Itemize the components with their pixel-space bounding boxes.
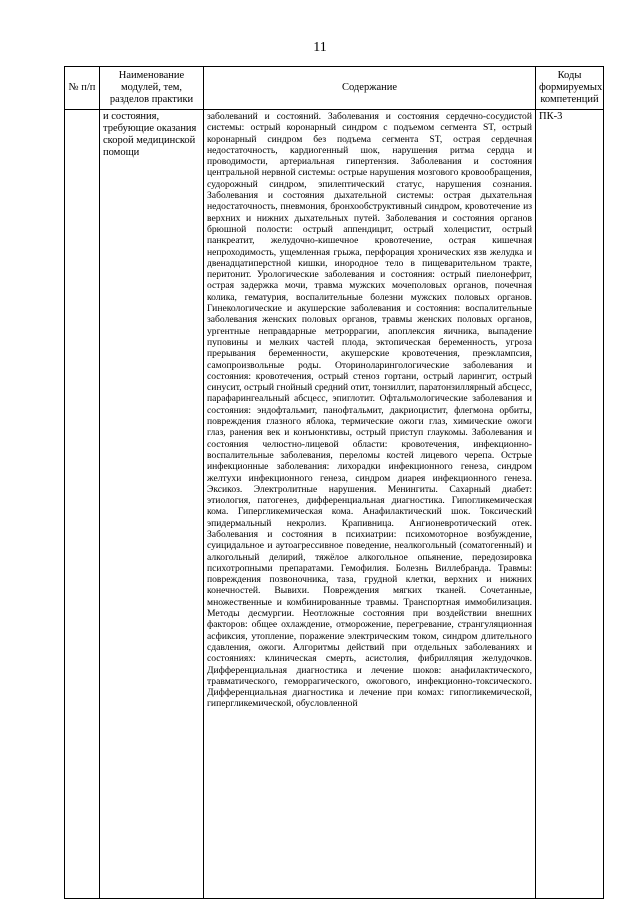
header-codes: Коды формируемых компетенций <box>536 67 604 110</box>
table-row <box>65 110 604 899</box>
row-num <box>65 110 100 899</box>
header-name: Наименование модулей, тем, разделов практики <box>100 67 204 110</box>
table-header-row <box>65 67 604 110</box>
row-module-name: и состояния, требующие оказания скорой медицинской помощи <box>100 110 204 899</box>
header-content: Содержание <box>204 67 536 110</box>
row-content: заболеваний и состояний. Заболевания и состояния сердечно-сосудистой системы: острый коронарный синдром с подъемом сегмента ST, острый коронарный синдром без подъема сегмента ST, острая сердечная недостаточность, кардиогенный шок, нарушения ритма сердца и проводимости, артериальная гипертензия. Заболевания и состояния центральной нервной системы: острые нарушения мозгового кровообращения, судорожный синдром, эпилептический статус, нарушения сознания. Заболевания и состояния дыхательной системы: острая дыхательная недостаточность, пневмония, бронхообструктивный синдром, кровотечение из верхних и нижних дыхательных путей. Заболевания и состояния органов брюшной полости: острый аппендицит, острый холецистит, острый панкреатит, желудочно-кишечное кровотечение, острая кишечная непроходимость, ущемленная грыжа, перфорация хронических язв желудка и двенадцатиперстной кишки, инородное тело в пищеварительном тракте, перитонит. Урологические заболевания и состояния: острый пиелонефрит, острая задержка мочи, травма мужских мочеполовых органов, почечная колика, гематурия, воспалительные болезни мужских половых органов. Гинекологические и акушерские заболевания и состояния: воспалительные заболевания женских половых органов, травмы женских половых органов, ургентные неправдарные метроррагии, апоплексия яичника, выпадение пуповины и мелких частей плода, эктопическая беременность, угроза прерывания беременности, акушерские кровотечения, преэклампсия, самопроизвольные роды. Оториноларингологические заболевания и состояния: кровотечения, острый стеноз гортани, острый ларингит, острый синусит, острый гнойный средний отит, тонзиллит, паратонзиллярный абсцесс, парафарингеальный абсцесс, эпиглотит. Офтальмологические заболевания и состояния: эндофтальмит, панофтальмит, дакриоцистит, флегмона орбиты, повреждения глазного яблока, термические ожоги глаз, химические ожоги глаз, ранения век и конъюнктивы, острый приступ глаукомы. Заболевания и состояния челюстно-лицевой области: кровотечения, инфекционно-воспалительные заболевания, переломы костей лицевого черепа. Острые инфекционные заболевания: лихорадки инфекционного генеза, синдром желтухи инфекционного генеза, синдром диарея инфекционного генеза. Эксикоз. Электролитные нарушения. Менингиты. Сахарный диабет: этиология, патогенез, дифференциальная диагностика. Гипогликемическая кома. Гипергликемическая кома. Анафилактический шок. Токсический эпидермальный некролиз. Крапивница. Ангионевротический отек. Заболевания и состояния в психиатрии: психомоторное возбуждение, суицидальное и аутоагрессивное поведение, неалкогольный (соматогенный) и алкогольный делирий, тяжёлое алкогольное опьянение, передозировка психотропными препаратами. Гемофилия. Болезнь Виллебранда. Травмы: повреждения позвоночника, таза, грудной клетки, верхних и нижних конечностей. Вывихи. Повреждения мягких тканей. Сочетанные, множественные и комбинированные травмы. Транспортная иммобилизация. Методы десмургии. Неотложные состояния при воздействии внешних факторов: общее охлаждение, отморожение, перегревание, странгуляционная асфиксия, утопление, поражение электрическим током, синдром длительного сдавления, ожоги. Алгоритмы действий при отдельных заболеваниях и состояниях: клиническая смерть, асистолия, фибрилляция желудочков. Дифференциальная диагностика и лечение шоков: анафилактического, травматического, геморрагического, ожогового, инфекционно-токсического. Дифференциальная диагностика и лечение при комах: гипогликемической, гипергликемической, обусловленной <box>204 110 536 899</box>
header-num: № п/п <box>65 67 100 110</box>
row-competence-codes: ПК-3 <box>536 110 604 899</box>
practice-content-table <box>64 66 604 899</box>
page-number: 11 <box>313 40 327 55</box>
